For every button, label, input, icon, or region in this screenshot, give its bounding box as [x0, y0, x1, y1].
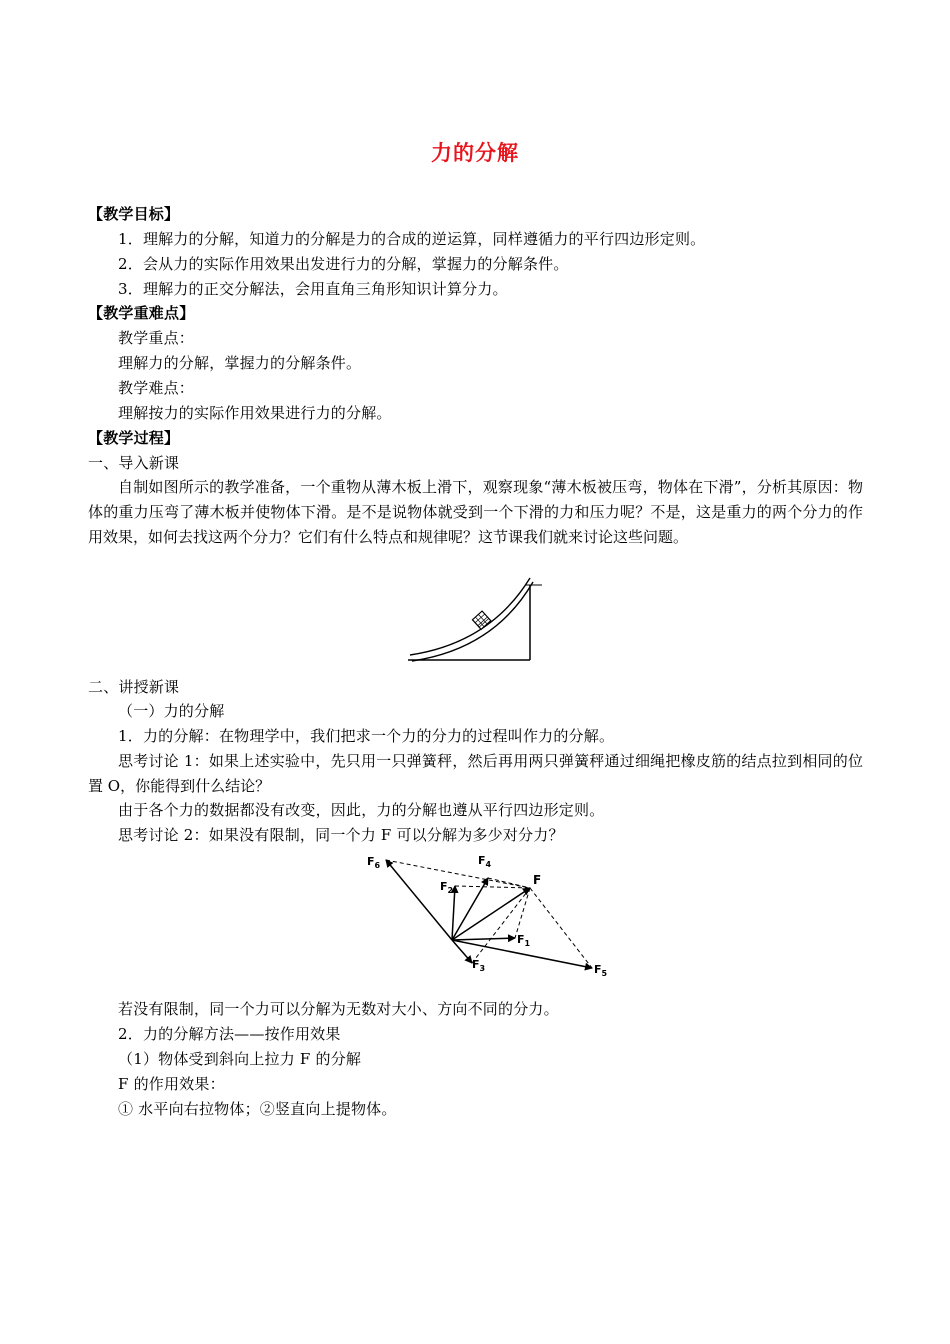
label-F5: $F_5$ [594, 963, 608, 978]
definition-line: 1．力的分解：在物理学中，我们把求一个力的分力的过程叫作力的分解。 [118, 727, 615, 745]
key-text: 理解力的分解，掌握力的分解条件。 [118, 354, 362, 372]
label-F3: $F_3$ [472, 958, 486, 973]
difficult-text: 理解按力的实际作用效果进行力的分解。 [118, 404, 392, 422]
part1-paragraph: 自制如图所示的教学准备，一个重物从薄木板上滑下，观察现象“薄木板被压弯，物体在下滑”，分析其原因：物体的重力压弯了薄木板并使物体下滑。是不是说物体就受到一个下滑的力和压力呢？不是，这是重力的两个分力的作用效果，如何去找这两个分力？它们有什么特点和规律呢？这节课我们就来讨论这些问题。 [88, 478, 863, 546]
goals-heading: 【教学目标】 [88, 205, 180, 223]
sub1-title: （一）力的分解 [118, 702, 225, 720]
case1-title: （1）物体受到斜向上拉力 F 的分解 [118, 1050, 362, 1068]
force-decomposition-figure [355, 848, 615, 983]
method-title: 2．力的分解方法——按作用效果 [118, 1025, 341, 1043]
label-F4: $F_4$ [478, 854, 492, 869]
difficult-label: 教学难点： [118, 379, 195, 397]
conclusion-1: 由于各个力的数据都没有改变，因此，力的分解也遵从平行四边形定则。 [118, 801, 605, 819]
page-title: 力的分解 [431, 141, 519, 165]
key-heading: 【教学重难点】 [88, 304, 195, 322]
goal-item-2: 2．会从力的实际作用效果出发进行力的分解，掌握力的分解条件。 [118, 255, 569, 273]
key-label: 教学重点： [118, 329, 195, 347]
part2-title: 二、讲授新课 [88, 678, 180, 696]
label-F2: $F_2$ [440, 880, 454, 895]
part1-title: 一、导入新课 [88, 454, 180, 472]
effect-text: ① 水平向右拉物体；②竖直向上提物体。 [118, 1100, 397, 1118]
label-F: F [533, 873, 542, 887]
process-heading: 【教学过程】 [88, 429, 180, 447]
conclusion-2: 若没有限制，同一个力可以分解为无数对大小、方向不同的分力。 [118, 1000, 559, 1018]
bent-board-figure [400, 575, 550, 667]
think-discussion-2: 思考讨论 2：如果没有限制，同一个力 F 可以分解为多少对分力？ [118, 826, 564, 844]
label-F1: $F_1$ [517, 933, 531, 948]
think-discussion-1: 思考讨论 1：如果上述实验中，先只用一只弹簧秤，然后再用两只弹簧秤通过细绳把橡皮筋的结点拉到相同的位置 O，你能得到什么结论？ [88, 752, 863, 795]
label-F6: $F_6$ [367, 855, 381, 870]
goal-item-1: 1．理解力的分解，知道力的分解是力的合成的逆运算，同样遵循力的平行四边形定则。 [118, 230, 706, 248]
effect-label: F 的作用效果： [118, 1075, 225, 1093]
goal-item-3: 3．理解力的正交分解法，会用直角三角形知识计算分力。 [118, 280, 508, 298]
